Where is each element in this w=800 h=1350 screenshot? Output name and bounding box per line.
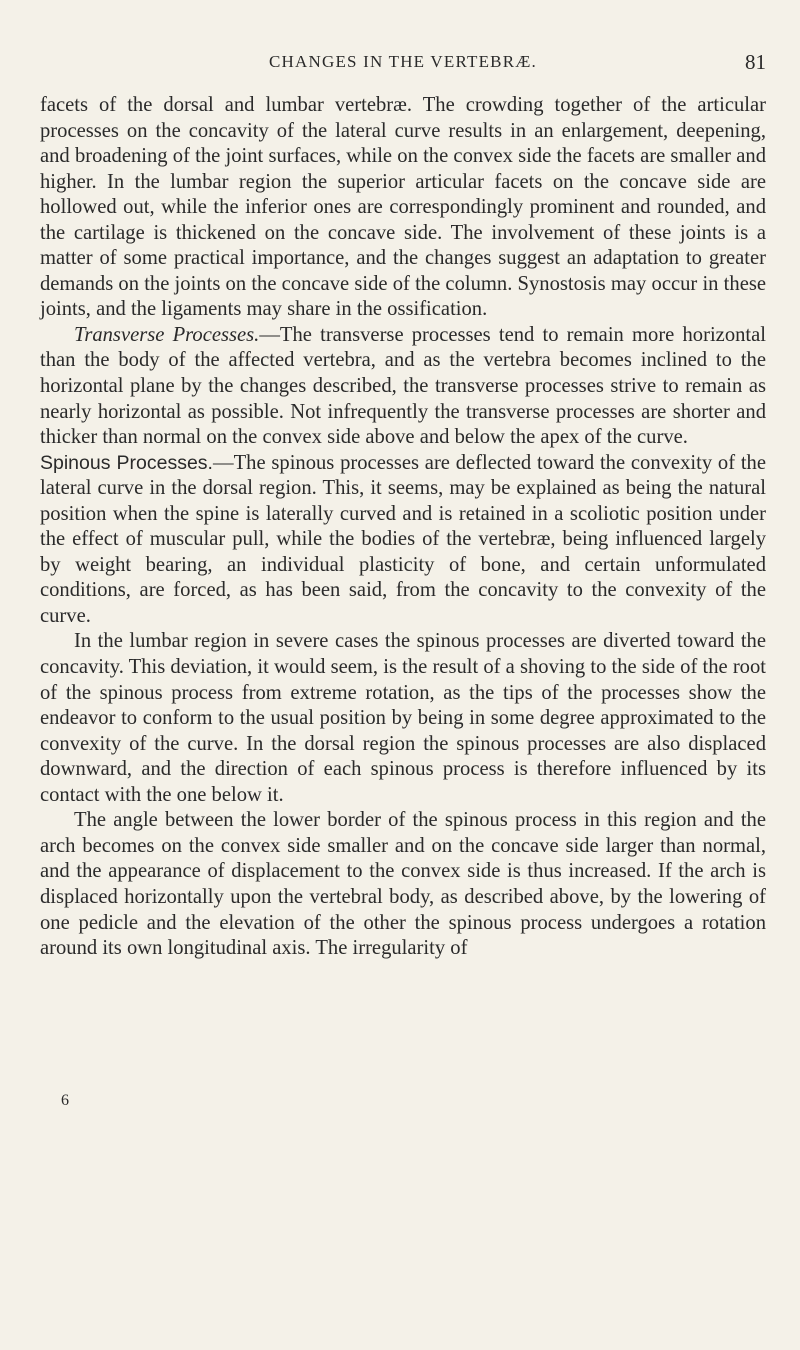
running-head	[40, 48, 766, 76]
paragraph-transverse-processes	[40, 323, 766, 451]
paragraph-text: —The spinous processes are deflected toward the convexity of the lateral curve in the dorsal region. This, it seems, may be explained as being the natural position when the spine is laterally curved and is retained in a scoliotic position under the effect of muscular pull, while the bodies of the vertebræ, being influenced largely by weight bearing, an individual plasticity of bone, and certain unformulated conditions, are forced, as has been said, from the concavity to the convexity of the curve.	[40, 451, 766, 627]
body-text	[40, 93, 766, 962]
page-number: 81	[745, 50, 766, 74]
paragraph-articular-facets	[40, 93, 766, 323]
running-title: CHANGES IN THE VERTEBRÆ.	[269, 52, 537, 71]
paragraph-lumbar-region	[40, 629, 766, 808]
paragraph-text: In the lumbar region in severe cases the spinous processes are diverted toward the concavity. This deviation, it would seem, is the result of a shoving to the side of the root of the spinous process from extreme rotation, as the tips of the processes show the endeavor to conform to the usual position by being in some degree approximated to the convexity of the curve. In the dorsal region the spinous processes are also displaced downward, and the direction of each spinous process is therefore influenced by its contact with the one below it.	[40, 630, 766, 806]
paragraph-angle	[40, 808, 766, 961]
paragraph-text: The angle between the lower border of the spinous process in this region and the arch becomes on the convex side smaller and on the concave side larger than normal, and the appearance of displacement to the convex side is thus increased. If the arch is displaced horizontally upon the vertebral body, as described above, by the lowering of one pedicle and the elevation of the other the spinous process undergoes a rotation around its own longitudinal axis. The irregularity of	[40, 809, 766, 960]
section-heading-transverse: Transverse Processes.	[74, 323, 260, 346]
section-heading-spinous: Spinous Processes.	[40, 451, 213, 474]
paragraph-text: —The transverse processes tend to remain more horizontal than the body of the affected vertebra, and as the vertebra becomes inclined to the horizontal plane by the changes described, the transverse processes strive to remain as nearly horizontal as possible. Not infrequently the transverse processes are shorter and thicker than normal on the convex side above and below the apex of the curve.	[40, 323, 766, 449]
paragraph-text: facets of the dorsal and lumbar vertebræ. The crowding together of the articular processes on the concavity of the lateral curve results in an enlargement, deepening, and broadening of the joint surfaces, while on the convex side the facets are smaller and higher. In the lumbar region the superior articular facets on the concave side are hollowed out, while the inferior ones are correspondingly prominent and rounded, and the cartilage is thickened on the concave side. The involvement of these joints is a matter of some practical importance, and the changes suggest an adaptation to greater demands on the joints on the concave side of the column. Synostosis may occur in these joints, and the ligaments may share in the ossification.	[40, 94, 766, 321]
signature-mark: 6	[61, 1092, 69, 1109]
paragraph-spinous-processes	[40, 451, 766, 630]
